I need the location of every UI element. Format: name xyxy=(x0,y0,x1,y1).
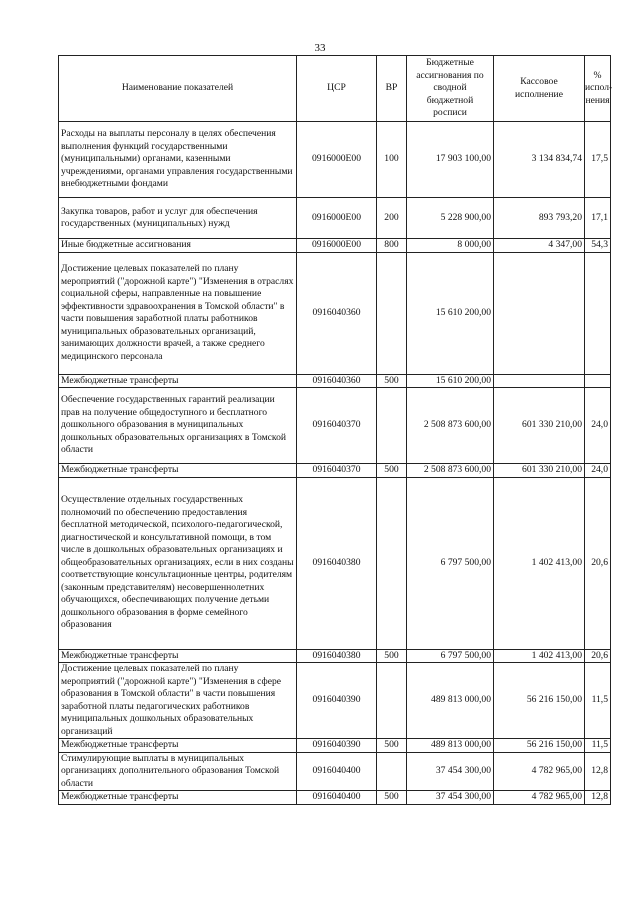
cell-name: Обеспечение государственных гарантий реализации прав на получение общедоступного и бесплатного дошкольного образования в муниципальных дошкольных образовательных организациях в Томской области xyxy=(59,388,297,464)
table-row xyxy=(59,739,611,753)
cell-cash: 56 216 150,00 xyxy=(494,739,585,753)
cell-pct: 24,0 xyxy=(585,464,611,478)
cell-pct: 17,5 xyxy=(585,122,611,198)
cell-cash: 893 793,20 xyxy=(494,198,585,239)
cell-vr: 500 xyxy=(377,464,407,478)
cell-code: 0916040370 xyxy=(297,464,377,478)
cell-allocation: 489 813 000,00 xyxy=(407,739,494,753)
cell-cash: 1 402 413,00 xyxy=(494,649,585,663)
cell-code: 0916040380 xyxy=(297,649,377,663)
cell-name: Иные бюджетные ассигнования xyxy=(59,239,297,253)
cell-pct: 20,6 xyxy=(585,477,611,649)
cell-cash: 4 782 965,00 xyxy=(494,752,585,791)
cell-allocation: 489 813 000,00 xyxy=(407,663,494,739)
cell-pct: 11,5 xyxy=(585,663,611,739)
cell-cash xyxy=(494,374,585,388)
table-row xyxy=(59,239,611,253)
table-header-row xyxy=(59,56,611,122)
table-row xyxy=(59,374,611,388)
header-allocations: Бюджетные ассигнования по сводной бюджетной росписи xyxy=(407,56,494,122)
table-row xyxy=(59,464,611,478)
cell-name: Осуществление отдельных государственных полномочий по обеспечению предоставления бесплатной методической, психолого-педагогической, диагностической и консультативной помощи, в том числе в дошкольных образовательных организациях и общеобразовательных организациях, если в них созданы соответствующие консультационные центры, родителям (законным представителям) несовершеннолетних обучающихся, обеспечивающих получение детьми дошкольного образования в форме семейного образования xyxy=(59,477,297,649)
cell-vr: 100 xyxy=(377,122,407,198)
cell-pct xyxy=(585,374,611,388)
cell-name: Достижение целевых показателей по плану мероприятий ("дорожной карте") "Изменения в сфере образования в Томской области" в части повышения заработной платы педагогических работников муниципальных дошкольных образовательных организаций xyxy=(59,663,297,739)
cell-vr: 500 xyxy=(377,649,407,663)
header-vr: ВР xyxy=(377,56,407,122)
cell-pct: 11,5 xyxy=(585,739,611,753)
cell-vr xyxy=(377,752,407,791)
table-row xyxy=(59,752,611,791)
cell-pct: 12,8 xyxy=(585,752,611,791)
cell-code: 0916000Е00 xyxy=(297,198,377,239)
cell-pct: 20,6 xyxy=(585,649,611,663)
cell-allocation: 6 797 500,00 xyxy=(407,649,494,663)
cell-pct: 12,8 xyxy=(585,791,611,805)
cell-allocation: 2 508 873 600,00 xyxy=(407,388,494,464)
header-name: Наименование показателей xyxy=(59,56,297,122)
cell-pct: 17,1 xyxy=(585,198,611,239)
cell-cash: 601 330 210,00 xyxy=(494,388,585,464)
cell-cash: 4 347,00 xyxy=(494,239,585,253)
page-number: 33 xyxy=(314,42,326,54)
table-row xyxy=(59,252,611,374)
table-row xyxy=(59,791,611,805)
cell-pct: 54,3 xyxy=(585,239,611,253)
cell-vr: 500 xyxy=(377,374,407,388)
cell-vr xyxy=(377,252,407,374)
cell-cash: 601 330 210,00 xyxy=(494,464,585,478)
cell-code: 0916040390 xyxy=(297,663,377,739)
cell-name: Стимулирующие выплаты в муниципальных организациях дополнительного образования Томской области xyxy=(59,752,297,791)
cell-vr: 800 xyxy=(377,239,407,253)
cell-name: Достижение целевых показателей по плану мероприятий ("дорожной карте") "Изменения в отраслях социальной сферы, направленные на повышение эффективности здравоохранения в Томской области" в части повышения заработной платы работников муниципальных образовательных организаций, занимающих должности врачей, а также среднего медицинского персонала xyxy=(59,252,297,374)
cell-code: 0916040390 xyxy=(297,739,377,753)
table-row xyxy=(59,649,611,663)
cell-allocation: 17 903 100,00 xyxy=(407,122,494,198)
cell-cash xyxy=(494,252,585,374)
cell-cash: 1 402 413,00 xyxy=(494,477,585,649)
header-cash: Кассовое исполнение xyxy=(494,56,585,122)
budget-execution-table xyxy=(58,55,611,805)
cell-name: Межбюджетные трансферты xyxy=(59,791,297,805)
table-row xyxy=(59,663,611,739)
cell-name: Расходы на выплаты персоналу в целях обеспечения выполнения функций государственными (муниципальными) органами, казенными учреждениями, органами управления государственными внебюджетными фондами xyxy=(59,122,297,198)
header-pct: % испол-нения xyxy=(585,56,611,122)
cell-vr xyxy=(377,477,407,649)
cell-cash: 3 134 834,74 xyxy=(494,122,585,198)
cell-name: Межбюджетные трансферты xyxy=(59,649,297,663)
cell-vr: 500 xyxy=(377,739,407,753)
cell-name: Межбюджетные трансферты xyxy=(59,374,297,388)
cell-vr: 500 xyxy=(377,791,407,805)
cell-allocation: 6 797 500,00 xyxy=(407,477,494,649)
cell-code: 0916040370 xyxy=(297,388,377,464)
cell-code: 0916000Е00 xyxy=(297,239,377,253)
cell-code: 0916040360 xyxy=(297,374,377,388)
cell-vr: 200 xyxy=(377,198,407,239)
table-row xyxy=(59,388,611,464)
cell-code: 0916040400 xyxy=(297,752,377,791)
cell-name: Межбюджетные трансферты xyxy=(59,739,297,753)
cell-allocation: 8 000,00 xyxy=(407,239,494,253)
cell-code: 0916000Е00 xyxy=(297,122,377,198)
cell-code: 0916040400 xyxy=(297,791,377,805)
cell-vr xyxy=(377,663,407,739)
cell-name: Межбюджетные трансферты xyxy=(59,464,297,478)
cell-allocation: 2 508 873 600,00 xyxy=(407,464,494,478)
cell-name: Закупка товаров, работ и услуг для обеспечения государственных (муниципальных) нужд xyxy=(59,198,297,239)
cell-allocation: 15 610 200,00 xyxy=(407,252,494,374)
cell-pct xyxy=(585,252,611,374)
cell-cash: 4 782 965,00 xyxy=(494,791,585,805)
table-row xyxy=(59,477,611,649)
cell-allocation: 15 610 200,00 xyxy=(407,374,494,388)
cell-code: 0916040380 xyxy=(297,477,377,649)
cell-allocation: 37 454 300,00 xyxy=(407,752,494,791)
table-row xyxy=(59,122,611,198)
header-code: ЦСР xyxy=(297,56,377,122)
cell-code: 0916040360 xyxy=(297,252,377,374)
cell-vr xyxy=(377,388,407,464)
cell-cash: 56 216 150,00 xyxy=(494,663,585,739)
cell-pct: 24,0 xyxy=(585,388,611,464)
cell-allocation: 5 228 900,00 xyxy=(407,198,494,239)
cell-allocation: 37 454 300,00 xyxy=(407,791,494,805)
table-row xyxy=(59,198,611,239)
